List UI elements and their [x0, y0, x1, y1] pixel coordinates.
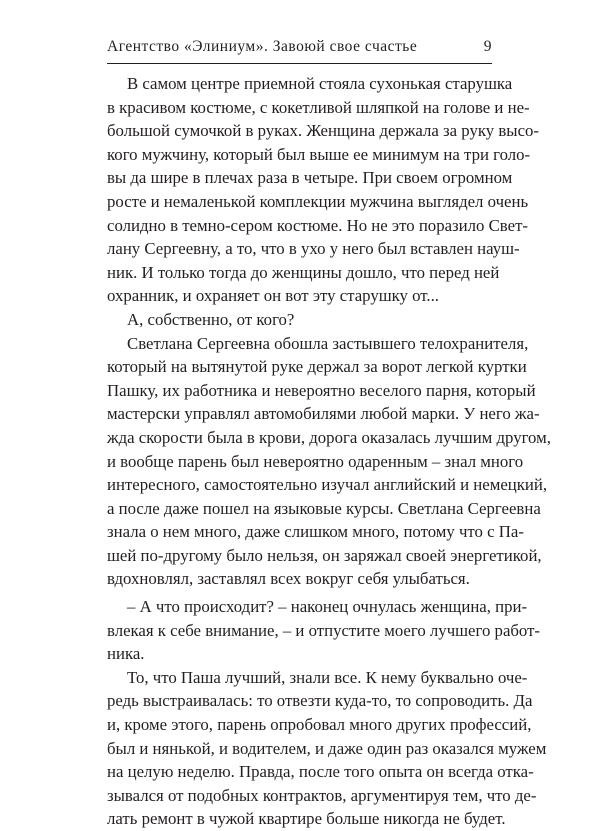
text-line: росте и немаленькой комплекции мужчина выглядел очень: [107, 191, 529, 211]
text-line: охранник, и охраняет он вот эту старушку от...: [107, 286, 439, 306]
text-line: шей по-другому было нельзя, он заряжал своей энергетикой,: [107, 545, 542, 565]
text-line: в красивом костюме, с кокетливой шляпкой на голове и не-: [107, 97, 530, 117]
header-rule: [107, 63, 492, 64]
text-line: и, кроме этого, парень опробовал много других профессий,: [107, 715, 532, 735]
text-line: влекая к себе внимание, – и отпустите моего лучшего работ-: [107, 620, 541, 640]
text-line: То, что Паша лучший, знали все. К нему буквально оче-: [127, 667, 528, 687]
paragraph: [107, 332, 551, 592]
paragraph: [107, 308, 492, 332]
text-line: Пашку, их работника и невероятно веселого парня, который: [107, 380, 536, 400]
text-line: зывался от подобных контрактов, аргументируя тем, что де-: [107, 785, 537, 805]
text-line: интересного, самостоятельно изучал английский и немецкий,: [107, 475, 548, 495]
text-line: – А что происходит? – наконец очнулась женщина, при-: [127, 597, 528, 617]
text-line: В самом центре приемной стояла сухонькая старушка: [127, 74, 513, 93]
running-head: [107, 38, 492, 62]
paragraph: [107, 666, 547, 831]
text-line: был и нянькой, и водителем, и даже один раз оказался мужем: [107, 738, 547, 758]
text-line: мастерски управлял автомобилями любой марки. У него жа-: [107, 404, 540, 424]
text-line: редь выстраивалась: то отвезти куда-то, то сопроводить. Да: [107, 691, 533, 711]
text-line: вдохновлял, заставлял всех вокруг себя улыбаться.: [107, 569, 470, 589]
running-title: Агентство «Элиниум». Завоюй свое счастье: [107, 38, 418, 55]
paragraph: [107, 595, 541, 666]
text-line: лану Сергеевну, а то, что в ухо у него был вставлен науш-: [107, 239, 520, 259]
text-line: а после даже пошел на языковые курсы. Светлана Сергеевна: [107, 498, 541, 518]
text-line: лать ремонт в чужой квартире больше никогда не будет.: [107, 809, 506, 829]
text-line: А, собственно, от кого?: [127, 309, 295, 329]
text-line: солидно в темно-сером костюме. Но не это поразило Свет-: [107, 215, 528, 235]
text-line: который на вытянутой руке держал за ворот легкой куртки: [107, 357, 527, 377]
text-line: ник. И только тогда до женщины дошло, что перед ней: [107, 262, 500, 282]
page-number: 9: [483, 38, 492, 55]
text-line: ника.: [107, 644, 145, 664]
text-line: знала о нем много, даже слишком много, потому что с Па-: [107, 522, 524, 542]
body-text: [107, 72, 551, 831]
text-line: кого мужчину, который был выше ее минимум на три голо-: [107, 144, 531, 164]
text-line: Светлана Сергеевна обошла застывшего телохранителя,: [127, 333, 529, 353]
text-line: и вообще парень был невероятно одаренным – знал много: [107, 451, 524, 471]
text-line: жда скорости была в крови, дорога оказалась лучшим другом,: [107, 427, 551, 447]
text-line: большой сумочкой в руках. Женщина держала за руку высо-: [107, 121, 539, 141]
text-line: на целую неделю. Правда, после того опыта он всегда отка-: [107, 762, 534, 782]
text-line: вы да шире в плечах раза в четыре. При своем огромном: [107, 168, 513, 188]
paragraph: [107, 72, 539, 308]
